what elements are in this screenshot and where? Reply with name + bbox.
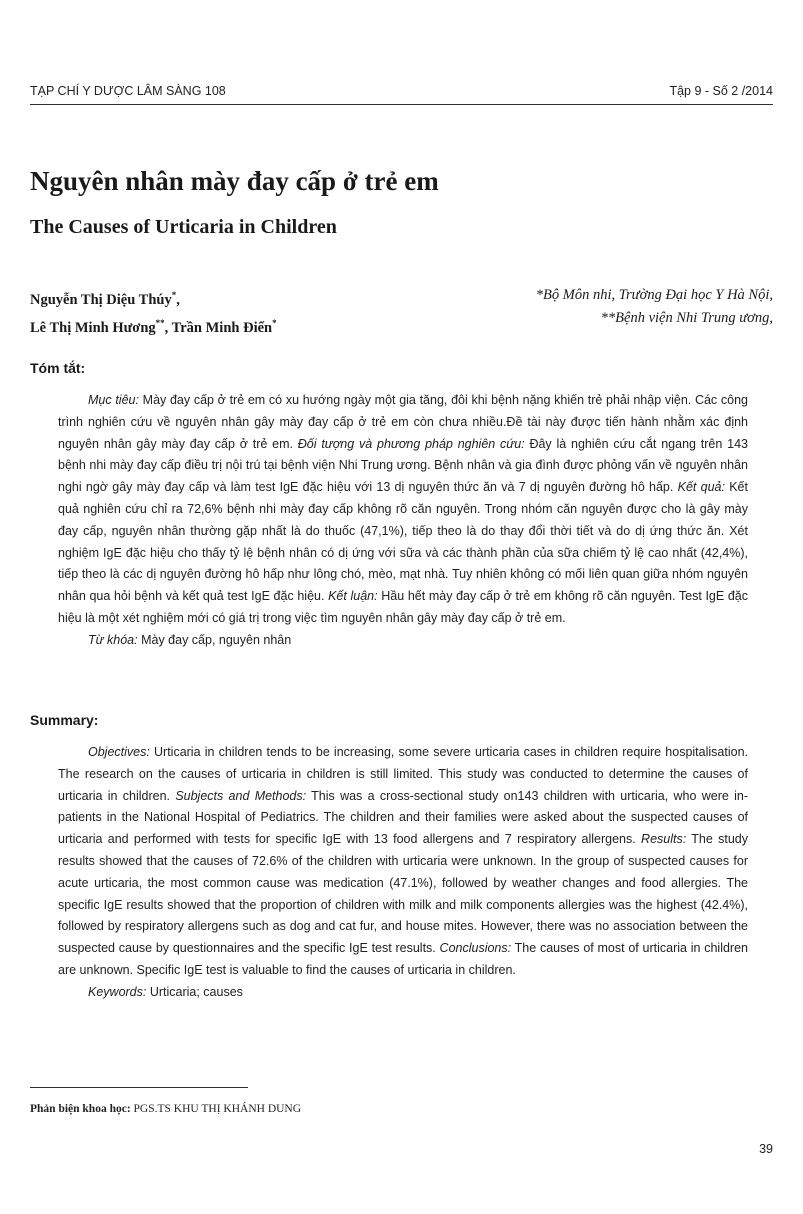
summary-text: The causes of most of urticaria in children are unknown. Specific IgE test is valuable to find the causes of urticaria in children. xyxy=(58,941,749,977)
summary-heading: Summary: xyxy=(30,712,99,728)
affiliation-list xyxy=(536,284,773,330)
summary-text: The study results showed that the causes of 72.6% of the children with urticaria were unknown. In the group of suspected causes for acute urticaria, the most common cause was medication (47.1%), followed by weather changes and food allergies. The specific IgE results showed that the proportion of children with milk and milk components allergies was the highest (42.4%), followed by respiratory allergens such as dog and cat fur, and house mites. However, there was no association between the suspected cause by questionnaires and the specific IgE test results. xyxy=(58,832,749,956)
summary-keywords xyxy=(58,982,748,1004)
tom-tat-abstract xyxy=(58,390,748,652)
tom-tat-label-objectives: Mục tiêu: xyxy=(88,393,139,407)
title-english: The Causes of Urticaria in Children xyxy=(30,216,337,238)
summary-label-methods: Subjects and Methods: xyxy=(175,788,307,803)
author-mark: * xyxy=(272,317,277,328)
summary-body xyxy=(58,742,748,982)
summary-text: This was a cross-sectional study on143 children with urticaria, who were in-patients in the National Hospital of Pediatrics. The children and their families were asked about the suspected causes of urticaria and performed with tests for specific IgE with 13 food allergens and 7 respiratory allergens. xyxy=(58,788,748,847)
header-rule xyxy=(30,104,773,105)
author-list xyxy=(30,284,277,340)
author-separator: , xyxy=(176,291,180,308)
tom-tat-text: Hầu hết mày đay cấp ở trẻ em không rõ căn nguyên. Test IgE đặc hiệu là một xét nghiệm mới có giá trị trong việc tìm nguyên nhân gây mày đay cấp ở trẻ em. xyxy=(58,589,748,625)
footnote-rule xyxy=(30,1087,248,1088)
summary-label-objectives: Objectives: xyxy=(88,745,150,759)
author-name: Nguyễn Thị Diệu Thúy xyxy=(30,291,172,308)
summary-label-results: Results: xyxy=(641,832,687,847)
author-mark: ** xyxy=(155,317,165,328)
keyword-label: Từ khóa: xyxy=(88,632,138,647)
author-name: Trần Minh Điển xyxy=(171,319,273,336)
reviewer-label: Phản biện khoa học: xyxy=(30,1103,131,1115)
author-mark: * xyxy=(171,290,177,300)
tom-tat-body xyxy=(58,390,748,630)
tom-tat-text: Kết quả nghiên cứu chỉ ra 72,6% bệnh nhi mày đay cấp không rõ căn nguyên. Trong nhóm căn nguyên được cho là gây mày đay cấp, nguyên nhân thường gặp nhất là do thuốc (47,1%), tiếp theo là do thay đổi thời tiết và do dị ứng thức ăn. Xét nghiệm IgE đặc hiệu cho thấy tỷ lệ bệnh nhân có dị ứng với sữa và các thành phần của sữa chiếm tỷ lệ cao nhất (42,4%), tiếp theo là các dị nguyên đường hô hấp như lông chó, mèo, mạt nhà. Tuy nhiên không có mối liên quan giữa nhóm nguyên nhân qua hỏi bệnh và kết quả test IgE đặc hiệu. xyxy=(58,480,748,604)
reviewer-name: PGS.TS KHU THỊ KHÁNH DUNG xyxy=(130,1103,302,1115)
tom-tat-label-results: Kết quả: xyxy=(677,480,725,495)
issue-info: Tập 9 - Số 2 /2014 xyxy=(669,84,773,98)
tom-tat-text: Mày đay cấp ở trẻ em có xu hướng ngày một gia tăng, đôi khi bệnh nặng khiến trẻ phải nhập viện. Các công trình nghiên cứu về nguyên nhân gây mày đay cấp ở trẻ em còn chưa nhiều.Đề tài này được tiến hành nhằm xác định nguyên nhân gây mày đay cấp ở trẻ em. xyxy=(58,393,748,451)
affiliation-2: **Bệnh viện Nhi Trung ương, xyxy=(600,310,773,326)
title-vietnamese: Nguyên nhân mày đay cấp ở trẻ em xyxy=(30,166,439,196)
summary-label-conclusions: Conclusions: xyxy=(439,941,512,956)
tom-tat-label-conclusions: Kết luận: xyxy=(328,589,378,604)
author-line-1 xyxy=(30,284,277,312)
tom-tat-keywords xyxy=(58,630,748,652)
summary-text: Urticaria in children tends to be increasing, some severe urticaria cases in children require hospitalisation. The research on the causes of urticaria in children is still limited. This study was conducted to determine the causes of urticaria in children. xyxy=(58,745,748,803)
keyword-text: Urticaria; causes xyxy=(146,984,243,999)
tom-tat-label-methods: Đối tượng và phương pháp nghiên cứu: xyxy=(297,436,525,451)
page-number: 39 xyxy=(759,1142,773,1156)
reviewer-note xyxy=(30,1103,301,1115)
tom-tat-heading: Tóm tắt: xyxy=(30,360,86,376)
keyword-text: Mày đay cấp, nguyên nhân xyxy=(137,632,292,647)
author-line-2 xyxy=(30,312,277,340)
summary-abstract xyxy=(58,742,748,1004)
author-separator: , xyxy=(164,319,172,336)
affiliation-1: *Bộ Môn nhi, Trường Đại học Y Hà Nội, xyxy=(535,287,773,303)
journal-name: TẠP CHÍ Y DƯỢC LÂM SÀNG 108 xyxy=(30,84,226,98)
tom-tat-text: Đây là nghiên cứu cắt ngang trên 143 bệnh nhi mày đay cấp điều trị nội trú tại bệnh viện Nhi Trung ương. Bệnh nhân và gia đình được phỏng vấn về nguyên nhân nghi ngờ gây mày đay cấp và làm test IgE đặc hiệu với 13 dị nguyên thức ăn và 7 dị nguyên đường hô hấp. xyxy=(58,436,748,495)
running-header xyxy=(30,84,773,98)
keyword-label: Keywords: xyxy=(88,984,147,999)
author-name: Lê Thị Minh Hương xyxy=(30,319,156,336)
